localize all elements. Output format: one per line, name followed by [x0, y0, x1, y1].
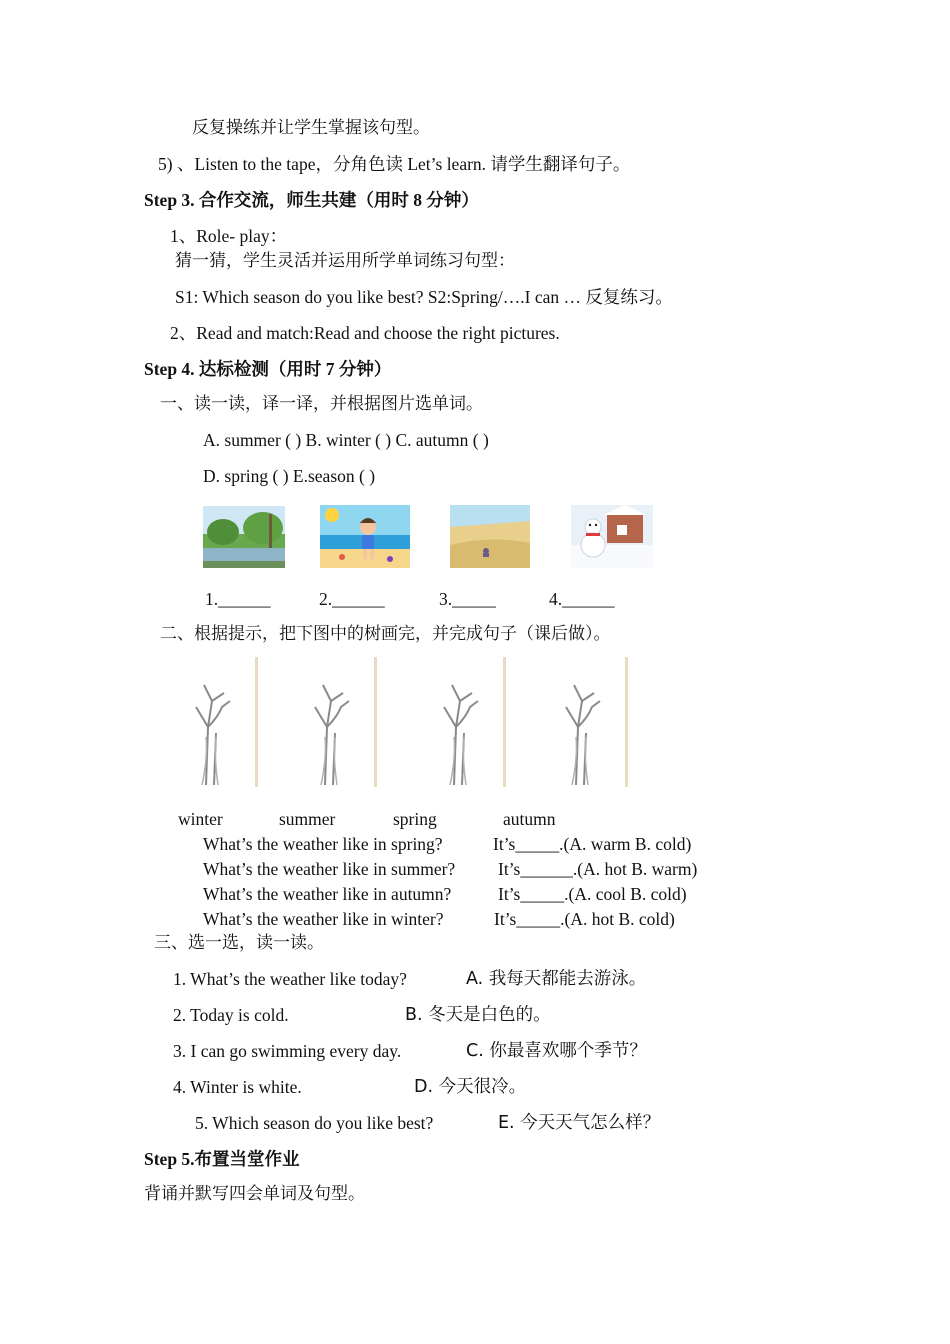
step4-heading: Step 4. 达标检测（用时 7 分钟） [144, 359, 392, 379]
weather-question: What’s the weather like in spring? [203, 834, 443, 854]
match-left-item: 1. What’s the weather like today? [173, 969, 407, 989]
role-play-label: 1、Role- play： [170, 226, 288, 246]
match-left-item: 5. Which season do you like best? [195, 1113, 434, 1133]
match-right-item: C. 你最喜欢哪个季节？ [466, 1041, 647, 1061]
match-right-item: B. 冬天是白色的。 [405, 1005, 551, 1025]
drill-instruction: 反复操练并让学生掌握该句型。 [192, 118, 430, 138]
picture-blank-1[interactable]: 1.______ [205, 589, 271, 609]
summer-beach-boy-picture [320, 505, 410, 568]
tree-drawing-spring [426, 657, 506, 787]
picture-blank-4[interactable]: 4.______ [549, 589, 615, 609]
exercise2-title: 二、根据提示，把下图中的树画完，并完成句子（课后做）。 [160, 624, 611, 644]
step3-heading: Step 3. 合作交流，师生共建（用时 8 分钟） [144, 190, 479, 210]
weather-question: What’s the weather like in summer? [203, 859, 456, 879]
winter-snowman-picture [571, 505, 653, 568]
homework-text: 背诵并默写四会单词及句型。 [144, 1184, 365, 1204]
picture-blank-2[interactable]: 2.______ [319, 589, 385, 609]
season-label-winter: winter [178, 809, 223, 829]
picture-blank-3[interactable]: 3._____ [439, 589, 496, 609]
weather-answer[interactable]: It’s_____.(A. cool B. cold) [498, 884, 687, 904]
match-right-item: D. 今天很冷。 [414, 1077, 527, 1097]
step5-heading: Step 5.布置当堂作业 [144, 1149, 300, 1169]
season-label-summer: summer [279, 809, 336, 829]
dialogue-line: S1: Which season do you like best? S2:Spring/….I can … 反复练习。 [175, 287, 673, 307]
match-right-item: A. 我每天都能去游泳。 [466, 969, 647, 989]
guess-instruction: 猜一猜，学生灵活并运用所学单词练习句型： [175, 251, 515, 271]
spring-lake-trees-picture [203, 506, 285, 568]
season-label-spring: spring [393, 809, 437, 829]
tree-drawing-autumn [548, 657, 628, 787]
weather-question: What’s the weather like in winter? [203, 909, 444, 929]
season-label-autumn: autumn [503, 809, 556, 829]
match-right-item: E. 今天天气怎么样？ [498, 1113, 661, 1133]
weather-question: What’s the weather like in autumn? [203, 884, 452, 904]
weather-answer[interactable]: It’s_____.(A. hot B. cold) [494, 909, 675, 929]
match-left-item: 4. Winter is white. [173, 1077, 302, 1097]
exercise3-title: 三、选一选，读一读。 [154, 933, 324, 953]
match-left-item: 3. I can go swimming every day. [173, 1041, 402, 1061]
listen-instruction: 5) 、Listen to the tape，分角色读 Let’s learn. 请学生翻译句子。 [158, 154, 631, 174]
weather-answer[interactable]: It’s______.(A. hot B. warm) [498, 859, 698, 879]
autumn-field-picture [450, 505, 530, 568]
tree-drawing-summer [297, 657, 377, 787]
tree-drawing-winter [178, 657, 258, 787]
read-match-instruction: 2、Read and match:Read and choose the right pictures. [170, 323, 560, 343]
word-options-row1: A. summer ( ) B. winter ( ) C. autumn ( ) [203, 430, 489, 450]
match-left-item: 2. Today is cold. [173, 1005, 289, 1025]
exercise1-title: 一、读一读，译一译，并根据图片选单词。 [160, 394, 483, 414]
weather-answer[interactable]: It’s_____.(A. warm B. cold) [493, 834, 692, 854]
word-options-row2: D. spring ( ) E.season ( ) [203, 466, 376, 486]
